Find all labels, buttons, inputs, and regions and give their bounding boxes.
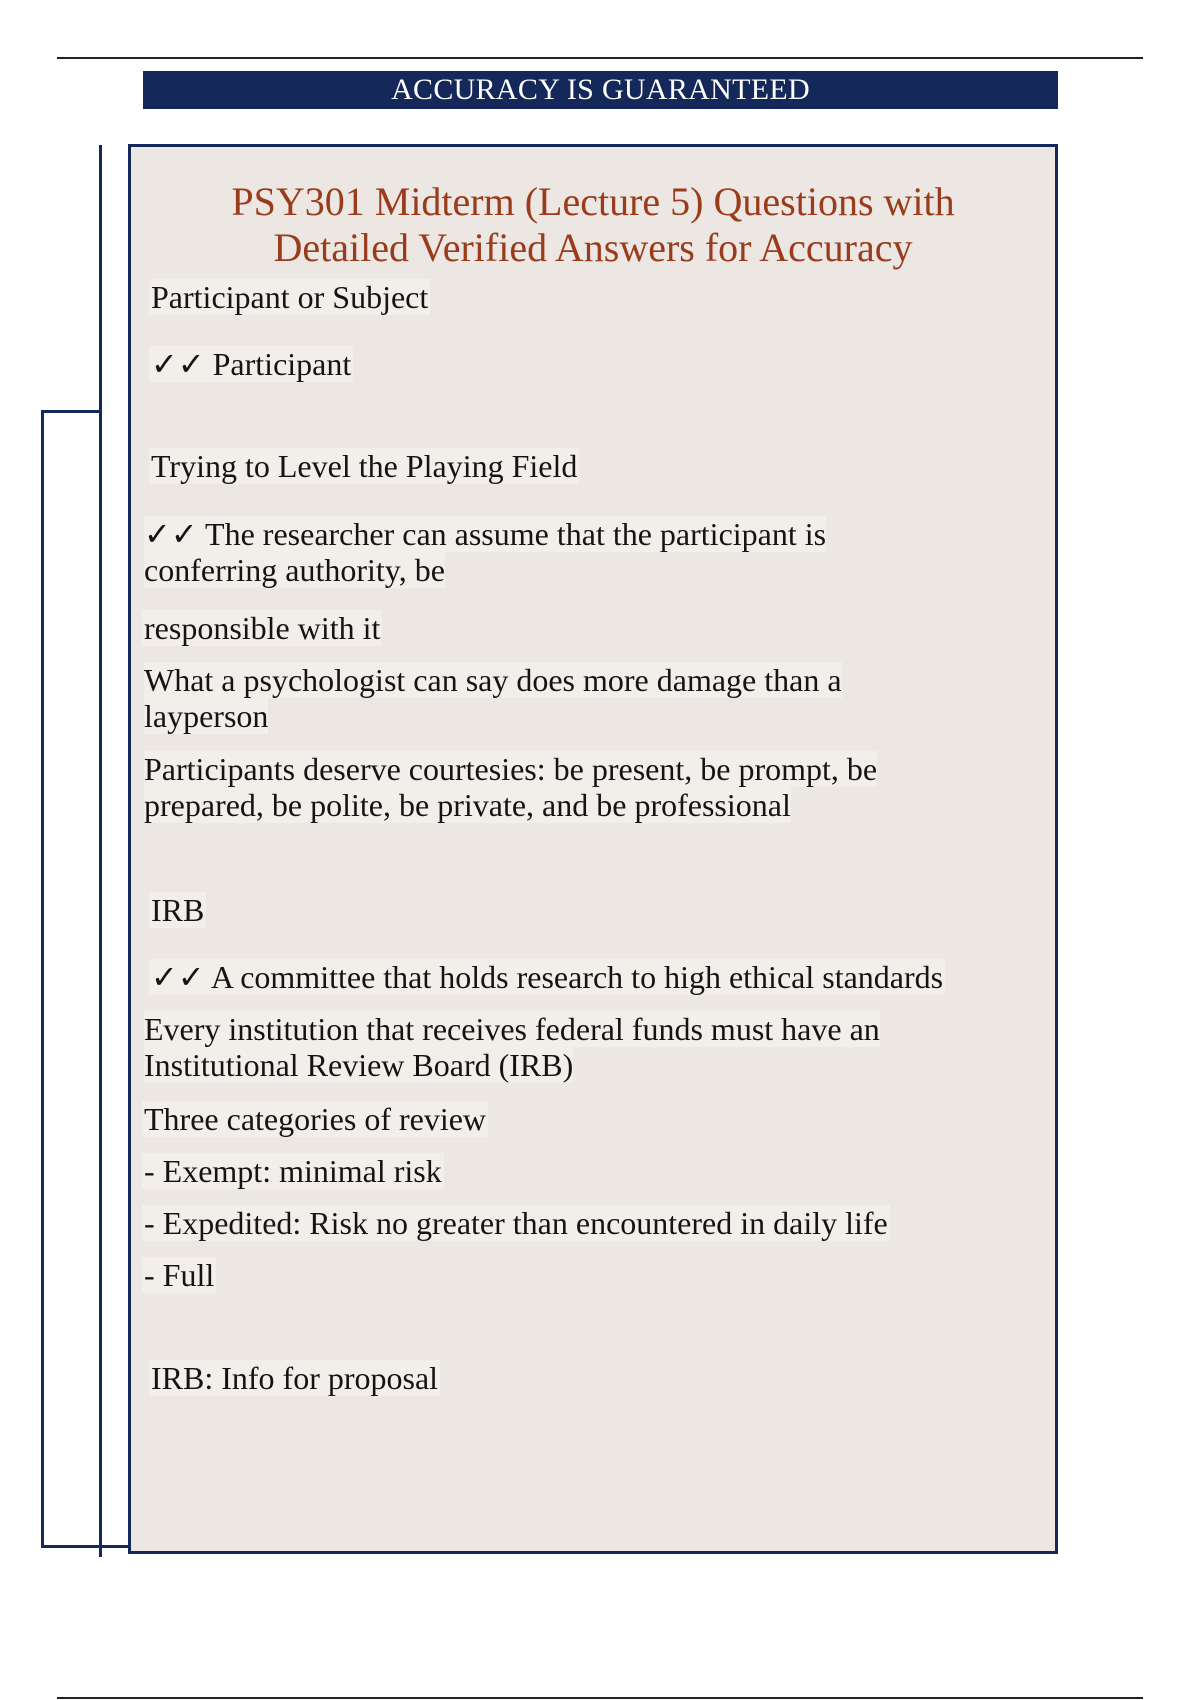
document-card: [128, 144, 1058, 1554]
answer-courtesies: [142, 751, 966, 823]
question-irb: IRB: [151, 892, 205, 928]
answer-irb-expedited: - Expedited: Risk no greater than encountered in daily life: [144, 1205, 888, 1241]
document-title: [131, 179, 1055, 271]
answer-level-playing-field: [142, 516, 916, 588]
question-irb-info-for-proposal: IRB: Info for proposal: [151, 1360, 439, 1396]
answer-courtesies-text: Participants deserve courtesies: be present, be prompt, be prepared, be polite, be private, and be professional: [144, 751, 878, 823]
answer-psychologist-damage: [142, 662, 926, 734]
accuracy-banner: ACCURACY IS GUARANTEED: [143, 71, 1058, 109]
top-rule: [57, 57, 1143, 59]
answer-irb-institution: [142, 1011, 966, 1083]
question-participant-or-subject: Participant or Subject: [151, 279, 429, 315]
document-title-line2: Detailed Verified Answers for Accuracy: [273, 225, 913, 270]
answer-level-playing-field-text: ✓✓ The researcher can assume that the participant is conferring authority, be: [144, 516, 827, 588]
answer-irb-exempt: - Exempt: minimal risk: [144, 1153, 442, 1189]
question-level-playing-field: Trying to Level the Playing Field: [151, 448, 578, 484]
answer-irb-categories: Three categories of review: [144, 1101, 487, 1137]
answer-level-playing-field-continued: responsible with it: [144, 610, 381, 646]
frame-vertical-line-inner: [99, 145, 102, 1557]
answer-irb-committee: ✓✓ A committee that holds research to high ethical standards: [151, 959, 944, 995]
answer-psychologist-damage-text: What a psychologist can say does more damage than a layperson: [144, 662, 842, 734]
answer-irb-institution-text: Every institution that receives federal funds must have an Institutional Review Board (IRB): [144, 1011, 880, 1083]
answer-participant: ✓✓ Participant: [151, 346, 352, 382]
bottom-rule: [57, 1697, 1143, 1699]
frame-vertical-line-outer: [41, 410, 44, 1548]
answer-irb-full: - Full: [144, 1257, 215, 1293]
document-title-line1: PSY301 Midterm (Lecture 5) Questions with: [231, 179, 955, 224]
frame-bracket-top: [41, 410, 102, 413]
